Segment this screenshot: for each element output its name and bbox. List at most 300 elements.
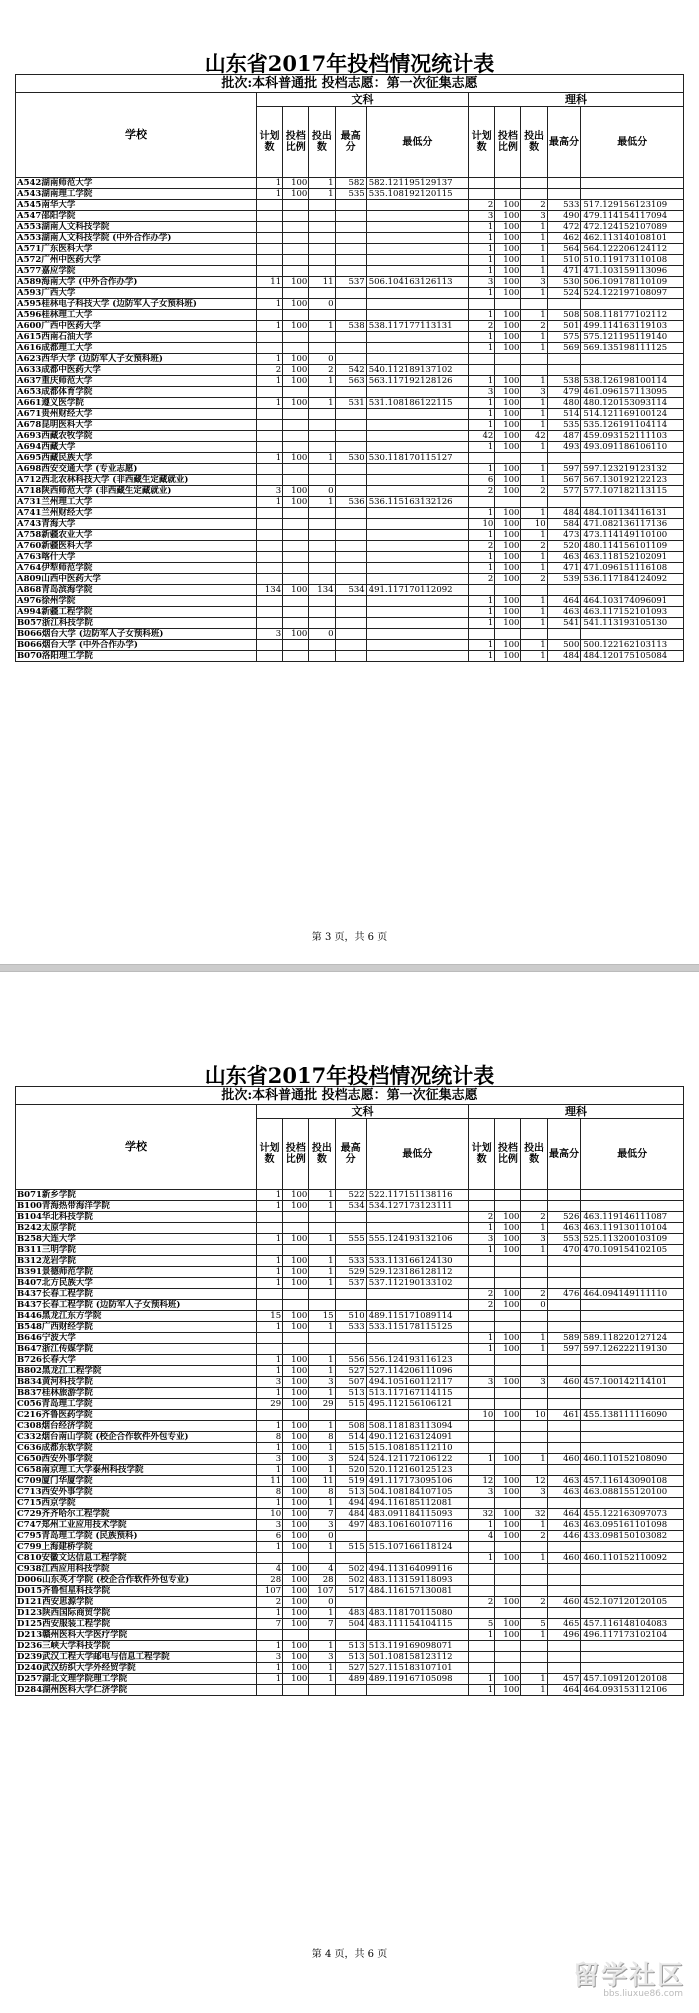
wen-min-cell: [366, 464, 468, 475]
wen-min-cell: [366, 651, 468, 662]
li-max-cell: [547, 299, 581, 310]
li-ratio-cell: 100: [495, 409, 521, 420]
li-out-cell: 10: [521, 1410, 547, 1421]
out-header: 投出数: [309, 1119, 335, 1190]
li-plan-cell: 1: [469, 1245, 495, 1256]
li-ratio-cell: 100: [495, 552, 521, 563]
wen-plan-cell: 1: [256, 1278, 282, 1289]
li-out-cell: 1: [521, 244, 547, 255]
li-out-cell: 1: [521, 288, 547, 299]
li-max-cell: [547, 1432, 581, 1443]
li-out-cell: 3: [521, 1234, 547, 1245]
wen-min-cell: 494.105160112117: [366, 1377, 468, 1388]
li-max-cell: [547, 1498, 581, 1509]
wen-ratio-cell: [283, 541, 309, 552]
wen-out-cell: 3: [309, 1377, 335, 1388]
table-row: [16, 1300, 684, 1311]
wen-min-cell: [366, 574, 468, 585]
li-out-cell: 5: [521, 1619, 547, 1630]
li-ratio-cell: [495, 1311, 521, 1322]
li-out-cell: 2: [521, 574, 547, 585]
li-max-cell: 575: [547, 332, 581, 343]
wen-max-cell: [335, 222, 366, 233]
li-max-cell: [547, 1652, 581, 1663]
table-row: [16, 519, 684, 530]
wen-out-cell: 3: [309, 1454, 335, 1465]
school-name-cell: A809山西中医药大学: [16, 574, 257, 585]
wen-out-cell: 1: [309, 1366, 335, 1377]
max-header: 最高分: [335, 1119, 366, 1190]
wen-min-cell: [366, 1410, 468, 1421]
li-out-cell: 1: [521, 563, 547, 574]
school-name-cell: C308烟台经济学院: [16, 1421, 257, 1432]
wen-out-cell: [309, 1344, 335, 1355]
li-ratio-cell: 100: [495, 1619, 521, 1630]
li-out-cell: [521, 1652, 547, 1663]
wen-plan-cell: [256, 1410, 282, 1421]
li-min-cell: 459.093152111103: [581, 431, 684, 442]
wen-out-cell: 134: [309, 585, 335, 596]
wen-ratio-cell: 100: [283, 1476, 309, 1487]
wen-plan-cell: 8: [256, 1487, 282, 1498]
wen-ratio-cell: 100: [283, 299, 309, 310]
wen-plan-cell: [256, 640, 282, 651]
wen-out-cell: 1: [309, 1674, 335, 1685]
li-max-cell: 524: [547, 288, 581, 299]
admission-table: [15, 74, 684, 662]
wen-max-cell: 484: [335, 1509, 366, 1520]
wen-out-cell: 1: [309, 1542, 335, 1553]
table-row: [16, 1256, 684, 1267]
school-name-cell: B837桂林旅游学院: [16, 1388, 257, 1399]
school-name-cell: C810安徽文达信息工程学院: [16, 1553, 257, 1564]
wen-ratio-cell: [283, 1553, 309, 1564]
li-ratio-cell: 100: [495, 541, 521, 552]
wen-max-cell: [335, 409, 366, 420]
li-ratio-cell: [495, 1575, 521, 1586]
li-plan-cell: [469, 1608, 495, 1619]
li-max-cell: 446: [547, 1531, 581, 1542]
table-row: [16, 607, 684, 618]
wen-out-cell: [309, 233, 335, 244]
li-min-cell: 597.123219123132: [581, 464, 684, 475]
watermark-logo: [529, 1955, 689, 2005]
wen-ratio-cell: 100: [283, 585, 309, 596]
wen-max-cell: [335, 211, 366, 222]
wen-max-cell: [335, 310, 366, 321]
wen-min-cell: [366, 1212, 468, 1223]
li-min-cell: [581, 365, 684, 376]
li-plan-cell: [469, 1542, 495, 1553]
wen-min-cell: 534.127173123111: [366, 1201, 468, 1212]
li-min-cell: [581, 1190, 684, 1201]
li-min-cell: [581, 1542, 684, 1553]
wen-ratio-cell: [283, 596, 309, 607]
plan-header: 计划数: [469, 107, 495, 178]
wen-max-cell: [335, 1410, 366, 1421]
li-max-cell: [547, 629, 581, 640]
school-name-cell: A593广西大学: [16, 288, 257, 299]
table-row: [16, 1421, 684, 1432]
li-max-cell: 473: [547, 530, 581, 541]
li-plan-cell: 1: [469, 398, 495, 409]
wen-min-cell: 495.112156106121: [366, 1399, 468, 1410]
li-out-cell: 1: [521, 266, 547, 277]
school-name-cell: B070洛阳理工学院: [16, 651, 257, 662]
wen-max-cell: [335, 1553, 366, 1564]
wen-plan-cell: [256, 618, 282, 629]
wen-ratio-cell: [283, 233, 309, 244]
school-name-cell: A572广州中医药大学: [16, 255, 257, 266]
table-row: [16, 332, 684, 343]
wen-out-cell: 0: [309, 1597, 335, 1608]
li-min-cell: 484.120175105084: [581, 651, 684, 662]
li-min-cell: 525.113200103109: [581, 1234, 684, 1245]
li-ratio-cell: 100: [495, 475, 521, 486]
wen-ratio-cell: 100: [283, 1674, 309, 1685]
wen-ratio-cell: [283, 1630, 309, 1641]
li-max-cell: [547, 1267, 581, 1278]
li-max-cell: 501: [547, 321, 581, 332]
li-ratio-cell: 100: [495, 321, 521, 332]
li-out-cell: [521, 1366, 547, 1377]
wen-max-cell: [335, 288, 366, 299]
li-max-cell: 470: [547, 1245, 581, 1256]
wen-plan-cell: 1: [256, 1256, 282, 1267]
li-plan-cell: 1: [469, 1454, 495, 1465]
wen-out-cell: [309, 651, 335, 662]
li-ratio-cell: 100: [495, 1333, 521, 1344]
wen-out-cell: [309, 1553, 335, 1564]
wen-out-cell: [309, 1223, 335, 1234]
wen-ratio-cell: [283, 332, 309, 343]
li-out-cell: 1: [521, 332, 547, 343]
wen-min-cell: [366, 266, 468, 277]
li-plan-cell: [469, 1432, 495, 1443]
wen-max-cell: 513: [335, 1388, 366, 1399]
ratio-header: 投档比例: [283, 1119, 309, 1190]
school-name-cell: A712西北农林科技大学 (非西藏生定藏就业): [16, 475, 257, 486]
wen-plan-cell: [256, 574, 282, 585]
wen-out-cell: [309, 618, 335, 629]
admission-table: [15, 1086, 684, 1696]
wen-ratio-cell: [283, 1344, 309, 1355]
school-name-cell: D015齐鲁恒星科技学院: [16, 1586, 257, 1597]
li-max-cell: 530: [547, 277, 581, 288]
wen-ratio-cell: 100: [283, 1454, 309, 1465]
wen-plan-cell: 1: [256, 1465, 282, 1476]
wen-max-cell: 524: [335, 1454, 366, 1465]
school-name-cell: A693西藏农牧学院: [16, 431, 257, 442]
school-name-cell: A623西华大学 (边防军人子女预科班): [16, 354, 257, 365]
wen-min-cell: [366, 1245, 468, 1256]
li-ratio-cell: [495, 299, 521, 310]
school-name-cell: B391景德师范学院: [16, 1267, 257, 1278]
wen-plan-cell: [256, 222, 282, 233]
wen-plan-cell: [256, 519, 282, 530]
wen-out-cell: 1: [309, 497, 335, 508]
li-out-cell: 1: [521, 1630, 547, 1641]
li-out-cell: [521, 365, 547, 376]
li-out-cell: [521, 1586, 547, 1597]
wen-out-cell: 3: [309, 1520, 335, 1531]
table-row: [16, 409, 684, 420]
table-row: [16, 387, 684, 398]
wen-plan-cell: [256, 508, 282, 519]
li-max-cell: [547, 1388, 581, 1399]
wen-out-cell: 2: [309, 365, 335, 376]
wen-out-cell: 1: [309, 1498, 335, 1509]
wen-ratio-cell: 100: [283, 1432, 309, 1443]
wen-min-cell: [366, 200, 468, 211]
li-min-cell: 536.117184124092: [581, 574, 684, 585]
wen-plan-cell: 1: [256, 321, 282, 332]
li-min-cell: 464.094149111110: [581, 1289, 684, 1300]
wen-out-cell: [309, 475, 335, 486]
wen-min-cell: [366, 1630, 468, 1641]
table-row: [16, 552, 684, 563]
li-out-cell: 1: [521, 255, 547, 266]
li-ratio-cell: [495, 1608, 521, 1619]
wen-out-cell: 28: [309, 1575, 335, 1586]
wen-min-cell: [366, 629, 468, 640]
wen-plan-cell: [256, 420, 282, 431]
table-row: [16, 508, 684, 519]
li-max-cell: 538: [547, 376, 581, 387]
wen-plan-cell: 7: [256, 1619, 282, 1630]
wen-out-cell: [309, 431, 335, 442]
li-min-cell: 500.122162103113: [581, 640, 684, 651]
li-out-cell: [521, 453, 547, 464]
wen-out-cell: [309, 1333, 335, 1344]
li-out-cell: 1: [521, 343, 547, 354]
li-plan-cell: [469, 497, 495, 508]
li-max-cell: [547, 1608, 581, 1619]
wen-plan-cell: 1: [256, 1267, 282, 1278]
li-out-cell: [521, 1443, 547, 1454]
li-max-cell: [547, 585, 581, 596]
table-row: [16, 1586, 684, 1597]
wen-max-cell: [335, 1344, 366, 1355]
school-name-cell: A743青海大学: [16, 519, 257, 530]
school-name-cell: A994新疆工程学院: [16, 607, 257, 618]
wen-out-cell: [309, 211, 335, 222]
wen-plan-cell: 11: [256, 1476, 282, 1487]
wen-min-cell: [366, 552, 468, 563]
wen-ratio-cell: [283, 1410, 309, 1421]
wen-max-cell: [335, 475, 366, 486]
li-min-cell: [581, 354, 684, 365]
li-out-cell: 0: [521, 1300, 547, 1311]
school-name-cell: A595桂林电子科技大学 (边防军人子女预科班): [16, 299, 257, 310]
li-plan-cell: 1: [469, 288, 495, 299]
school-name-cell: D213赣州医科大学医疗学院: [16, 1630, 257, 1641]
school-name-cell: B446黑龙江东方学院: [16, 1311, 257, 1322]
liberal-arts-header: 文科: [256, 93, 468, 107]
wen-plan-cell: 2: [256, 1597, 282, 1608]
school-name-cell: A760新疆医科大学: [16, 541, 257, 552]
li-plan-cell: [469, 1388, 495, 1399]
li-out-cell: 1: [521, 1685, 547, 1696]
wen-out-cell: 1: [309, 453, 335, 464]
li-min-cell: 464.103174096091: [581, 596, 684, 607]
wen-max-cell: [335, 574, 366, 585]
school-name-cell: C658南京理工大学泰州科技学院: [16, 1465, 257, 1476]
school-name-cell: B437长春工程学院 (边防军人子女预科班): [16, 1300, 257, 1311]
school-name-cell: B104华北科技学院: [16, 1212, 257, 1223]
li-out-cell: 1: [521, 398, 547, 409]
li-min-cell: [581, 1355, 684, 1366]
school-name-cell: A661遵义医学院: [16, 398, 257, 409]
li-out-cell: [521, 1575, 547, 1586]
li-ratio-cell: [495, 1190, 521, 1201]
wen-ratio-cell: [283, 343, 309, 354]
wen-max-cell: [335, 387, 366, 398]
li-plan-cell: 1: [469, 310, 495, 321]
wen-min-cell: [366, 1333, 468, 1344]
wen-out-cell: 1: [309, 1443, 335, 1454]
li-plan-cell: 2: [469, 1212, 495, 1223]
wen-min-cell: [366, 442, 468, 453]
wen-min-cell: [366, 640, 468, 651]
table-row: [16, 244, 684, 255]
page-title: 山东省2017年投档情况统计表: [204, 51, 495, 76]
wen-max-cell: 489: [335, 1674, 366, 1685]
wen-min-cell: [366, 1531, 468, 1542]
table-row: [16, 486, 684, 497]
li-out-cell: [521, 1421, 547, 1432]
li-max-cell: [547, 1421, 581, 1432]
school-name-cell: C795青岛理工学院 (民族预科): [16, 1531, 257, 1542]
school-name-cell: A553湖南人文科技学院 (中外合作办学): [16, 233, 257, 244]
school-name-cell: C715西京学院: [16, 1498, 257, 1509]
wen-min-cell: 515.108185112110: [366, 1443, 468, 1454]
li-max-cell: [547, 1300, 581, 1311]
li-max-cell: 463: [547, 1476, 581, 1487]
li-ratio-cell: 100: [495, 1674, 521, 1685]
li-ratio-cell: [495, 1652, 521, 1663]
school-name-cell: B647浙江传媒学院: [16, 1344, 257, 1355]
wen-max-cell: [335, 1333, 366, 1344]
li-min-cell: 508.118177102112: [581, 310, 684, 321]
page-title: 山东省2017年投档情况统计表: [204, 1063, 495, 1088]
wen-ratio-cell: 100: [283, 1421, 309, 1432]
li-min-cell: 589.118220127124: [581, 1333, 684, 1344]
table-row: [16, 354, 684, 365]
wen-max-cell: 507: [335, 1377, 366, 1388]
li-ratio-cell: 100: [495, 574, 521, 585]
wen-plan-cell: [256, 332, 282, 343]
table-row: [16, 233, 684, 244]
school-name-cell: A718陕西师范大学 (非西藏生定藏就业): [16, 486, 257, 497]
li-plan-cell: 2: [469, 321, 495, 332]
li-plan-cell: 1: [469, 1685, 495, 1696]
wen-out-cell: 11: [309, 277, 335, 288]
wen-min-cell: 520.112160125123: [366, 1465, 468, 1476]
table-row: [16, 1663, 684, 1674]
wen-min-cell: [366, 519, 468, 530]
li-out-cell: 1: [521, 596, 547, 607]
li-out-cell: 1: [521, 1223, 547, 1234]
li-ratio-cell: 100: [495, 1476, 521, 1487]
li-max-cell: 567: [547, 475, 581, 486]
wen-min-cell: 508.118183113094: [366, 1421, 468, 1432]
li-ratio-cell: 100: [495, 244, 521, 255]
table-row: [16, 1245, 684, 1256]
li-plan-cell: [469, 1267, 495, 1278]
page-2: [15, 1060, 684, 1960]
li-out-cell: [521, 1542, 547, 1553]
li-max-cell: [547, 1564, 581, 1575]
watermark-text: 留学社区: [572, 1961, 685, 1991]
wen-out-cell: 1: [309, 1421, 335, 1432]
wen-ratio-cell: 100: [283, 1487, 309, 1498]
li-out-cell: [521, 1388, 547, 1399]
li-max-cell: [547, 1663, 581, 1674]
watermark-url: bbs.liuxue86.com: [603, 1989, 683, 1999]
science-header: 理科: [469, 93, 684, 107]
wen-out-cell: 1: [309, 1663, 335, 1674]
li-min-cell: 463.119146111087: [581, 1212, 684, 1223]
school-name-cell: A653成都体育学院: [16, 387, 257, 398]
li-ratio-cell: [495, 1542, 521, 1553]
li-plan-cell: [469, 299, 495, 310]
wen-max-cell: 513: [335, 1487, 366, 1498]
li-out-cell: 32: [521, 1509, 547, 1520]
wen-out-cell: 0: [309, 629, 335, 640]
wen-ratio-cell: 100: [283, 1311, 309, 1322]
wen-ratio-cell: 100: [283, 1509, 309, 1520]
wen-ratio-cell: 100: [283, 398, 309, 409]
wen-max-cell: 535: [335, 189, 366, 200]
li-max-cell: 463: [547, 552, 581, 563]
school-name-cell: C650西安外事学院: [16, 1454, 257, 1465]
wen-max-cell: 536: [335, 497, 366, 508]
wen-max-cell: 538: [335, 321, 366, 332]
wen-out-cell: [309, 255, 335, 266]
wen-max-cell: [335, 332, 366, 343]
wen-plan-cell: 1: [256, 1674, 282, 1685]
wen-plan-cell: 3: [256, 486, 282, 497]
wen-plan-cell: 1: [256, 1663, 282, 1674]
li-max-cell: [547, 1465, 581, 1476]
li-plan-cell: 1: [469, 332, 495, 343]
li-max-cell: [547, 365, 581, 376]
table-row: [16, 1333, 684, 1344]
table-row: [16, 464, 684, 475]
wen-plan-cell: 1: [256, 1498, 282, 1509]
wen-plan-cell: [256, 1223, 282, 1234]
li-ratio-cell: 100: [495, 431, 521, 442]
table-row: [16, 1531, 684, 1542]
wen-ratio-cell: 100: [283, 1366, 309, 1377]
li-out-cell: 1: [521, 508, 547, 519]
school-name-cell: A577嘉应学院: [16, 266, 257, 277]
li-plan-cell: [469, 1322, 495, 1333]
wen-ratio-cell: 100: [283, 1586, 309, 1597]
li-ratio-cell: 100: [495, 277, 521, 288]
wen-out-cell: 1: [309, 321, 335, 332]
li-max-cell: 465: [547, 1619, 581, 1630]
wen-plan-cell: 1: [256, 453, 282, 464]
wen-min-cell: 527.115183107101: [366, 1663, 468, 1674]
li-ratio-cell: 100: [495, 464, 521, 475]
li-plan-cell: [469, 1399, 495, 1410]
li-max-cell: 463: [547, 1520, 581, 1531]
wen-plan-cell: 4: [256, 1564, 282, 1575]
li-out-cell: [521, 1564, 547, 1575]
wen-out-cell: 0: [309, 486, 335, 497]
